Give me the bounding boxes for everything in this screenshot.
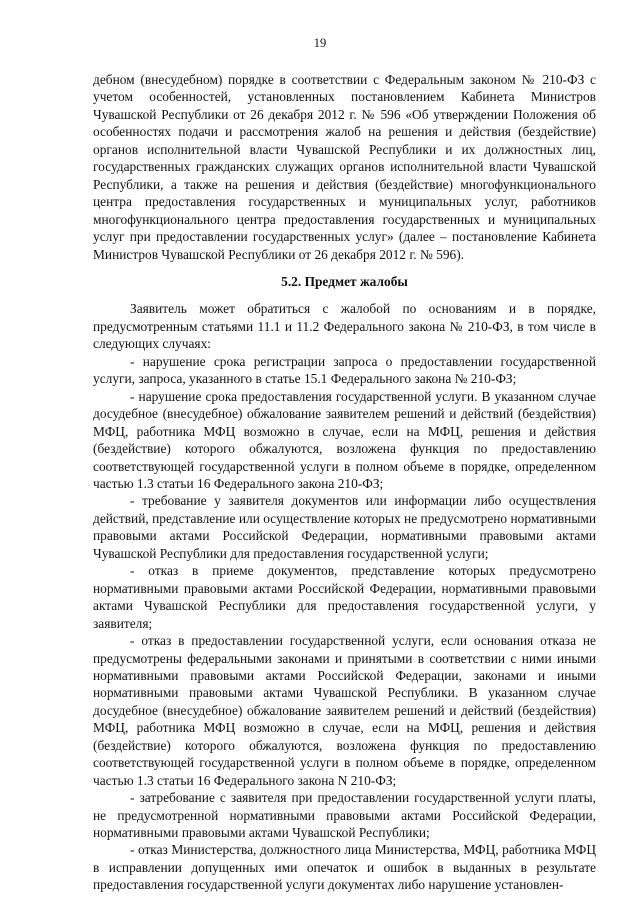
intro-paragraph: дебном (внесудебном) порядке в соответствии с Федеральным законом № 210-ФЗ с учетом особенностей, установленных постановлением Кабинета Министров Чувашской Республики от 26 декабря 2012 г. № 596 «Об утверждении Положения об особенностях подачи и рассмотрения жалоб на решения и действия (бездействие) органов исполнительной власти Чувашской Республики и их должностных лиц, государственных гражданских служащих органов исполнительной власти Чувашской Республики, а также на решения и действия (бездействие) многофункционального центра предоставления государственных и муниципальных услуг, работников многофункционального центра предоставления государственных и муниципальных услуг при предоставлении государственных услуг» (далее – постановление Кабинета Министров Чувашской Республики от 26 декабря 2012 г. № 596). — [93, 72, 596, 262]
page-number: 19 — [313, 36, 327, 50]
list-item: - отказ в приеме документов, представление которых предусмотрено нормативными правовыми актами Российской Федерации, нормативными правовыми актами Чувашской Республики для предоставления государственной услуги, у заявителя; — [93, 563, 596, 631]
section-heading: 5.2. Предмет жалобы — [281, 273, 408, 289]
list-item: - отказ в предоставлении государственной услуги, если основания отказа не предусмотрены федеральными законами и принятыми в соответствии с ними иными нормативными правовыми актами Российской Федерации, законами и иными нормативными правовыми актами Чувашской Республики. В указанном случае досудебное (внесудебное) обжалование заявителем решений и действий (бездействия) МФЦ, работника МФЦ возможно в случае, если на МФЦ, решения и действия (бездействие) которого обжалуются, возложена функция по предоставлению соответствующей государственной услуги в полном объеме в порядке, определенном частью 1.3 статьи 16 Федерального закона N 210-ФЗ; — [93, 633, 596, 788]
list-item: - требование у заявителя документов или информации либо осуществления действий, представление или осуществление которых не предусмотрено нормативными правовыми актами Российской Федерации, нормативными правовыми актами Чувашской Республики для предоставления государственной услуги; — [93, 493, 596, 561]
list-item: - отказ Министерства, должностного лица Министерства, МФЦ, работника МФЦ в исправлении допущенных ими опечаток и ошибок в выданных в результате предоставления государственной услуги документах либо нарушение установлен- — [93, 842, 596, 893]
list-item: - нарушение срока предоставления государственной услуги. В указанном случае досудебное (внесудебное) обжалование заявителем решений и действий (бездействия) МФЦ, работника МФЦ возможно в случае, если на МФЦ, решения и действия (бездействие) которого обжалуются, возложена функция по предоставлению соответствующей государственной услуги в полном объеме в порядке, определенном частью 1.3 статьи 16 Федерального закона 210-ФЗ; — [93, 388, 596, 491]
list-item: - затребование с заявителя при предоставлении государственной услуги платы, не предусмотренной нормативными правовыми актами Российской Федерации, нормативными правовыми актами Чувашской Республики; — [93, 790, 596, 841]
page-content — [93, 71, 596, 894]
list-item: - нарушение срока регистрации запроса о предоставлении государственной услуги, запроса, указанного в статье 15.1 Федерального закона № 210-ФЗ; — [93, 353, 596, 387]
section-intro-paragraph: Заявитель может обратиться с жалобой по основаниям и в порядке, предусмотренным статьями 11.1 и 11.2 Федерального закона № 210-ФЗ, в том числе в следующих случаях: — [93, 301, 596, 352]
